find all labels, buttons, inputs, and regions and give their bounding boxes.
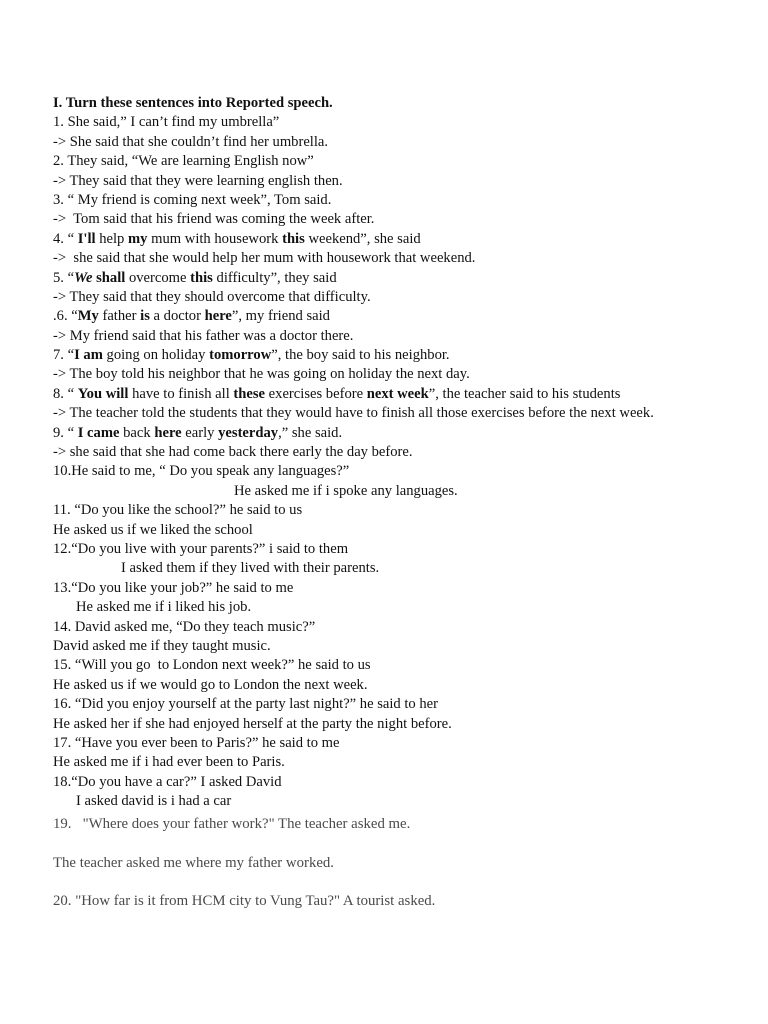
exercise-line: -> She said that she couldn’t find her umbrella. xyxy=(53,133,329,150)
line-text: ”, my friend said xyxy=(231,308,330,325)
emphasis-text: We xyxy=(74,269,93,286)
emphasis-text: My xyxy=(77,308,99,325)
line-text: weekend”, she said xyxy=(304,230,421,247)
exercise-line: -> They said that they were learning english then. xyxy=(53,172,343,189)
exercise-line: David asked me if they taught music. xyxy=(53,637,271,654)
line-text: help xyxy=(95,230,129,247)
emphasis-text: here xyxy=(154,424,182,441)
emphasis-text: my xyxy=(128,230,148,247)
exercise-line: -> she said that she had come back there early the day before. xyxy=(53,444,413,461)
line-text: 8. “ xyxy=(53,385,78,402)
line-text: early xyxy=(181,424,219,441)
line-text: going on holiday xyxy=(102,347,210,364)
line-text: overcome xyxy=(125,269,191,286)
exercise-line: 18.“Do you have a car?” I asked David xyxy=(53,773,282,790)
worksheet-title: I. Turn these sentences into Reported speech. xyxy=(53,95,333,111)
emphasis-text: these xyxy=(233,385,266,402)
line-text: mum with housework xyxy=(147,230,283,247)
line-text: .6. “ xyxy=(53,308,78,325)
line-text: father xyxy=(98,308,141,325)
exercise-line xyxy=(53,346,753,365)
exercise-line xyxy=(53,230,753,249)
exercise-line: 13.“Do you like your job?” he said to me xyxy=(53,579,294,596)
exercise-line: The teacher asked me where my father worked. xyxy=(53,854,335,871)
exercise-line: -> The boy told his neighbor that he was going on holiday the next day. xyxy=(53,366,470,383)
exercise-line: 16. “Did you enjoy yourself at the party last night?” he said to her xyxy=(53,696,439,713)
exercise-line: -> My friend said that his father was a doctor there. xyxy=(53,327,354,344)
line-text: ”, the teacher said to his students xyxy=(428,385,621,402)
emphasis-text: is xyxy=(140,308,150,325)
exercise-line: 15. “Will you go to London next week?” he said to us xyxy=(53,657,371,674)
emphasis-text: I'll xyxy=(77,230,96,247)
line-text: ,” she said. xyxy=(278,424,343,441)
exercise-line: He asked me if i spoke any languages. xyxy=(234,482,458,499)
exercise-line xyxy=(53,307,753,326)
exercise-line: 2. They said, “We are learning English now” xyxy=(53,153,314,170)
emphasis-text: yesterday xyxy=(218,424,279,441)
exercise-line: 12.“Do you live with your parents?” i said to them xyxy=(53,540,349,557)
line-text: back xyxy=(119,424,155,441)
exercise-line: 11. “Do you like the school?” he said to us xyxy=(53,502,303,519)
exercise-line: 14. David asked me, “Do they teach music?” xyxy=(53,618,316,635)
exercise-line: -> They said that they should overcome that difficulty. xyxy=(53,288,371,305)
exercise-line: 10.He said to me, “ Do you speak any languages?” xyxy=(53,463,350,480)
exercise-line: He asked us if we liked the school xyxy=(53,521,253,538)
exercise-line: 3. “ My friend is coming next week”, Tom said. xyxy=(53,191,332,208)
line-text: difficulty”, they said xyxy=(212,269,337,286)
exercise-line: -> The teacher told the students that they would have to finish all those exercises before the next week. xyxy=(53,405,654,422)
line-text: exercises before xyxy=(265,385,367,402)
exercise-line xyxy=(53,385,753,404)
line-text: 9. “ xyxy=(53,424,78,441)
emphasis-text: tomorrow xyxy=(209,347,272,364)
emphasis-text: I am xyxy=(74,347,103,364)
exercise-line: 1. She said,” I can’t find my umbrella” xyxy=(53,114,280,131)
line-text: 7. “ xyxy=(53,347,75,364)
line-text: have to finish all xyxy=(128,385,234,402)
emphasis-text: next week xyxy=(366,385,429,402)
exercise-line: I asked them if they lived with their parents. xyxy=(121,560,380,577)
emphasis-text: I came xyxy=(77,424,120,441)
emphasis-text: this xyxy=(190,269,213,286)
exercise-line xyxy=(53,424,753,443)
exercise-line xyxy=(53,269,753,288)
line-text: a doctor xyxy=(149,308,205,325)
exercise-line: 19. "Where does your father work?" The teacher asked me. xyxy=(53,816,411,833)
exercise-line: -> she said that she would help her mum with housework that weekend. xyxy=(53,250,476,267)
exercise-line: He asked me if i had ever been to Paris. xyxy=(53,754,285,771)
line-text: 5. “ xyxy=(53,269,75,286)
emphasis-text: here xyxy=(204,308,232,325)
exercise-line: -> Tom said that his friend was coming the week after. xyxy=(53,211,375,228)
exercise-line: He asked us if we would go to London the next week. xyxy=(53,676,368,693)
exercise-line: He asked me if i liked his job. xyxy=(76,599,252,616)
line-text: 4. “ xyxy=(53,230,78,247)
exercise-line: 20. "How far is it from HCM city to Vung Tau?" A tourist asked. xyxy=(53,893,436,910)
emphasis-text: You will xyxy=(77,385,129,402)
exercise-line: 17. “Have you ever been to Paris?” he said to me xyxy=(53,734,340,751)
line-text: ”, the boy said to his neighbor. xyxy=(271,347,450,364)
emphasis-text: this xyxy=(282,230,305,247)
exercise-line: He asked her if she had enjoyed herself at the party the night before. xyxy=(53,715,452,732)
exercise-line: I asked david is i had a car xyxy=(76,793,232,810)
exercise-lines xyxy=(53,113,753,911)
worksheet-document xyxy=(53,94,753,912)
emphasis-text: shall xyxy=(96,269,126,286)
